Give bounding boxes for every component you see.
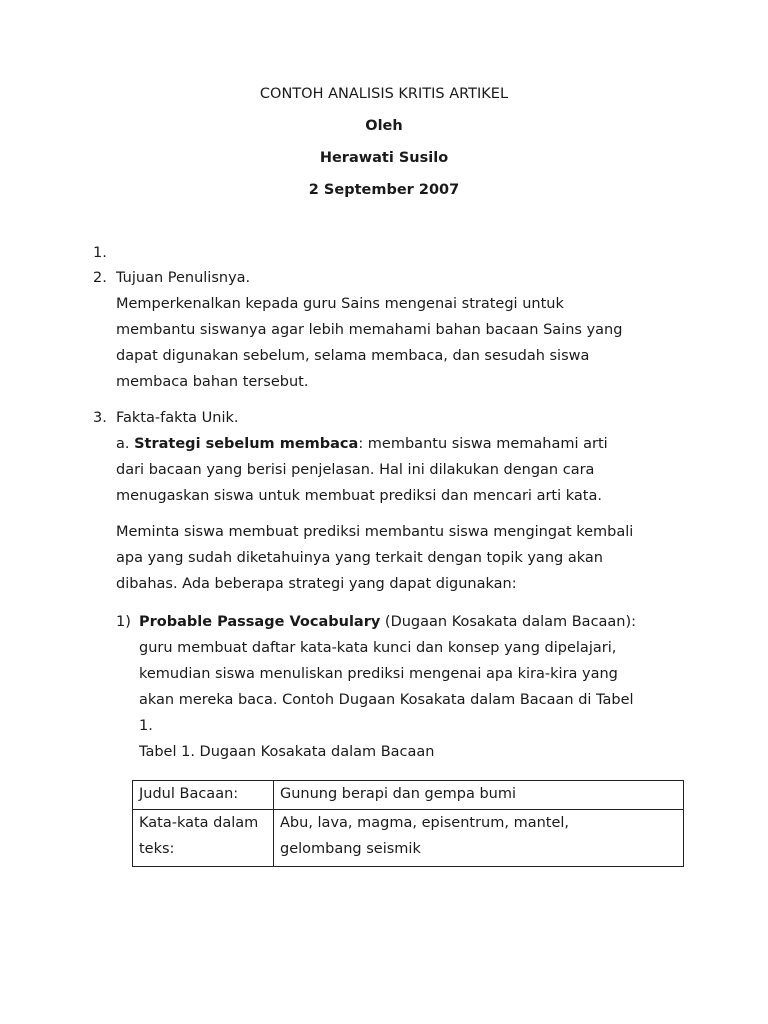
strategy-1-line: guru membuat daftar kata-kata kunci dan konsep yang dipelajari, bbox=[139, 640, 617, 656]
table-label: Judul Bacaan: bbox=[139, 786, 239, 802]
table-label: teks: bbox=[139, 841, 175, 857]
table-cell-label bbox=[133, 810, 274, 867]
strategy-1-rest: (Dugaan Kosakata dalam Bacaan): bbox=[380, 614, 637, 630]
item-2-line: membantu siswanya agar lebih memahami bahan bacaan Sains yang bbox=[116, 322, 623, 338]
sub-item-a-rest: : membantu siswa memahami arti bbox=[358, 436, 608, 452]
item-heading-3: Fakta-fakta Unik. bbox=[116, 410, 239, 426]
table-cell-label bbox=[133, 781, 274, 810]
strategy-1-bold: Probable Passage Vocabulary bbox=[139, 614, 381, 630]
item-number-1: 1. bbox=[93, 245, 107, 261]
sub-item-a bbox=[116, 436, 608, 452]
table-label: Kata-kata dalam bbox=[139, 815, 259, 831]
table-value: gelombang seismik bbox=[280, 841, 421, 857]
paragraph-line: apa yang sudah diketahuinya yang terkait dengan topik yang akan bbox=[116, 550, 603, 566]
vocabulary-table bbox=[132, 780, 684, 867]
table-cell-value bbox=[274, 781, 684, 810]
document-title: CONTOH ANALISIS KRITIS ARTIKEL bbox=[259, 86, 509, 102]
table-cell-value bbox=[274, 810, 684, 867]
document-date: 2 September 2007 bbox=[308, 182, 460, 198]
item-2-line: Memperkenalkan kepada guru Sains mengenai strategi untuk bbox=[116, 296, 564, 312]
paragraph-line: Meminta siswa membuat prediksi membantu siswa mengingat kembali bbox=[116, 524, 634, 540]
item-2-line: membaca bahan tersebut. bbox=[116, 374, 309, 390]
strategy-1-line: 1. bbox=[139, 718, 153, 734]
sub-item-a-bold: Strategi sebelum membaca bbox=[134, 436, 359, 452]
sub-item-a-prefix: a. bbox=[116, 436, 135, 452]
strategy-1-line: kemudian siswa menuliskan prediksi mengenai apa kira-kira yang bbox=[139, 666, 618, 682]
sub-item-a-line: menugaskan siswa untuk membuat prediksi dan mencari arti kata. bbox=[116, 488, 602, 504]
table-row bbox=[133, 781, 684, 810]
item-heading-2: Tujuan Penulisnya. bbox=[116, 270, 251, 286]
author-name: Herawati Susilo bbox=[319, 150, 449, 166]
sub-item-a-line: dari bacaan yang berisi penjelasan. Hal ini dilakukan dengan cara bbox=[116, 462, 595, 478]
table-value: Abu, lava, magma, episentrum, mantel, bbox=[280, 815, 570, 831]
table-row bbox=[133, 810, 684, 867]
table-value: Gunung berapi dan gempa bumi bbox=[280, 786, 517, 802]
item-2-line: dapat digunakan sebelum, selama membaca, dan sesudah siswa bbox=[116, 348, 590, 364]
item-number-3: 3. bbox=[93, 410, 107, 426]
table-caption: Tabel 1. Dugaan Kosakata dalam Bacaan bbox=[139, 744, 435, 760]
paragraph-line: dibahas. Ada beberapa strategi yang dapat digunakan: bbox=[116, 576, 517, 592]
by-label: Oleh bbox=[365, 118, 403, 134]
strategy-1-heading bbox=[139, 614, 636, 630]
strategy-number-1: 1) bbox=[116, 614, 131, 630]
item-number-2: 2. bbox=[93, 270, 107, 286]
strategy-1-line: akan mereka baca. Contoh Dugaan Kosakata dalam Bacaan di Tabel bbox=[139, 692, 634, 708]
